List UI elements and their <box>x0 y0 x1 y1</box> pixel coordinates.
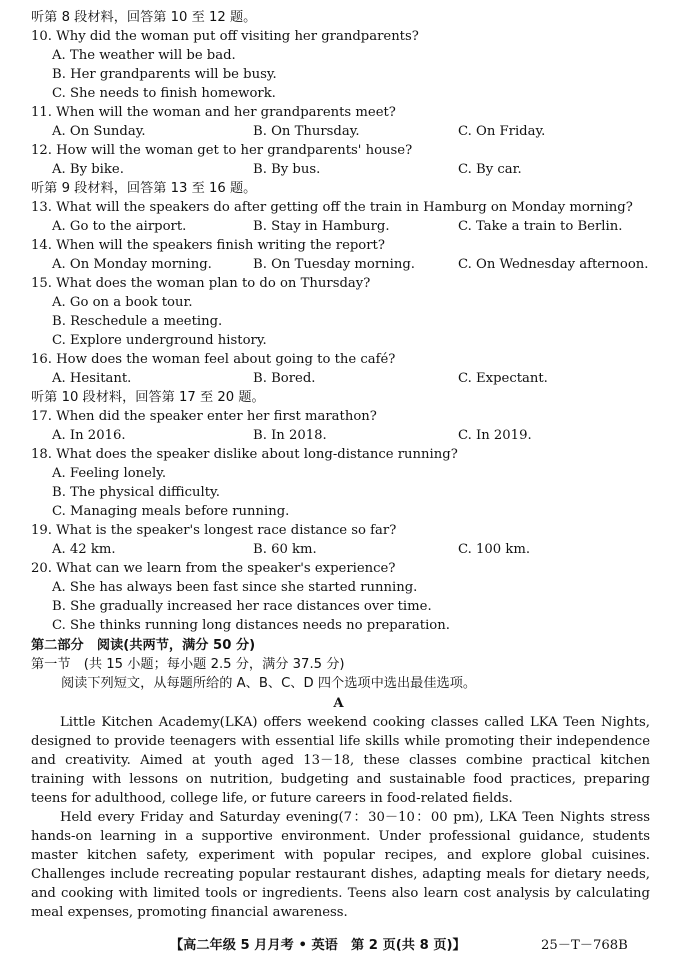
q16-option-b: B. Bored. <box>253 371 316 386</box>
passage-paragraph-1: Little Kitchen Academy(LKA) offers weekend cooking classes called LKA Teen Nights, designed to provide teenagers with essential life skills while promoting their independence and creativity. Aimed at youth aged 13－18, these classes combine practical kitchen training with lessons on nutrition, budgeting and sustainable food practices, preparing teens for adulthood, college life, or future careers in food-related fields. <box>31 715 650 806</box>
q18-option-a: A. Feeling lonely. <box>52 466 167 481</box>
question-12: 12. How will the woman get to her grandparents' house? <box>31 143 413 158</box>
q19-option-b: B. 60 km. <box>253 542 317 557</box>
question-15: 15. What does the woman plan to do on Thursday? <box>31 276 371 291</box>
section-one-title: 第一节 (共 15 小题；每小题 2.5 分，满分 37.5 分) <box>31 657 345 672</box>
q17-option-a: A. In 2016. <box>52 428 126 443</box>
q20-option-c: C. She thinks running long distances needs no preparation. <box>52 618 450 633</box>
q14-option-c: C. On Wednesday afternoon. <box>458 257 649 272</box>
q14-option-a: A. On Monday morning. <box>52 257 212 272</box>
section-intro-10: 听第 10 段材料，回答第 17 至 20 题。 <box>31 390 265 405</box>
q15-option-c: C. Explore underground history. <box>52 333 267 348</box>
q10-option-b: B. Her grandparents will be busy. <box>52 67 277 82</box>
q19-option-c: C. 100 km. <box>458 542 531 557</box>
section-intro-9: 听第 9 段材料，回答第 13 至 16 题。 <box>31 181 257 196</box>
q10-option-c: C. She needs to finish homework. <box>52 86 276 101</box>
q12-option-b: B. By bus. <box>253 162 321 177</box>
q20-option-b: B. She gradually increased her race distances over time. <box>52 599 432 614</box>
question-16: 16. How does the woman feel about going to the café? <box>31 352 396 367</box>
part-two-title: 第二部分 阅读(共两节，满分 50 分) <box>31 638 256 653</box>
q11-option-c: C. On Friday. <box>458 124 546 139</box>
q14-option-b: B. On Tuesday morning. <box>253 257 415 272</box>
section-intro-8: 听第 8 段材料，回答第 10 至 12 题。 <box>31 10 257 25</box>
passage-a-text <box>31 713 650 922</box>
q11-option-b: B. On Thursday. <box>253 124 360 139</box>
q12-option-c: C. By car. <box>458 162 522 177</box>
q20-option-a: A. She has always been fast since she started running. <box>52 580 418 595</box>
q16-option-a: A. Hesitant. <box>52 371 132 386</box>
passage-paragraph-2: Held every Friday and Saturday evening(7：30－10：00 pm), LKA Teen Nights stress hands-on learning in a supportive environment. Under professional guidance, students master kitchen safety, experiment with popular recipes, and explore global cuisines. Challenges include recreating popular restaurant dishes, adapting meals for dietary needs, and cooking with limited tools or ingredients. Teens also learn cost analysis by calculating meal expenses, promoting financial awareness. <box>31 810 650 920</box>
question-19: 19. What is the speaker's longest race distance so far? <box>31 523 397 538</box>
q13-option-c: C. Take a train to Berlin. <box>458 219 623 234</box>
q16-option-c: C. Expectant. <box>458 371 548 386</box>
question-17: 17. When did the speaker enter her first marathon? <box>31 409 377 424</box>
q17-option-c: C. In 2019. <box>458 428 532 443</box>
question-18: 18. What does the speaker dislike about long-distance running? <box>31 447 458 462</box>
q10-option-a: A. The weather will be bad. <box>52 48 236 63</box>
paper-code: 25－T－768B <box>541 938 628 953</box>
question-20: 20. What can we learn from the speaker's experience? <box>31 561 396 576</box>
q11-option-a: A. On Sunday. <box>52 124 146 139</box>
page-footer: 【高二年级 5 月月考 • 英语 第 2 页(共 8 页)】 <box>170 938 466 953</box>
passage-label: A <box>333 696 344 711</box>
q19-option-a: A. 42 km. <box>52 542 116 557</box>
question-11: 11. When will the woman and her grandparents meet? <box>31 105 396 120</box>
q13-option-a: A. Go to the airport. <box>52 219 187 234</box>
question-10: 10. Why did the woman put off visiting her grandparents? <box>31 29 419 44</box>
q13-option-b: B. Stay in Hamburg. <box>253 219 390 234</box>
q15-option-a: A. Go on a book tour. <box>52 295 193 310</box>
reading-instruction: 阅读下列短文，从每题所给的 A、B、C、D 四个选项中选出最佳选项。 <box>61 676 477 691</box>
q18-option-c: C. Managing meals before running. <box>52 504 290 519</box>
question-13: 13. What will the speakers do after getting off the train in Hamburg on Monday morning? <box>31 200 633 215</box>
question-14: 14. When will the speakers finish writing the report? <box>31 238 385 253</box>
q15-option-b: B. Reschedule a meeting. <box>52 314 223 329</box>
q17-option-b: B. In 2018. <box>253 428 327 443</box>
q12-option-a: A. By bike. <box>52 162 124 177</box>
q18-option-b: B. The physical difficulty. <box>52 485 220 500</box>
